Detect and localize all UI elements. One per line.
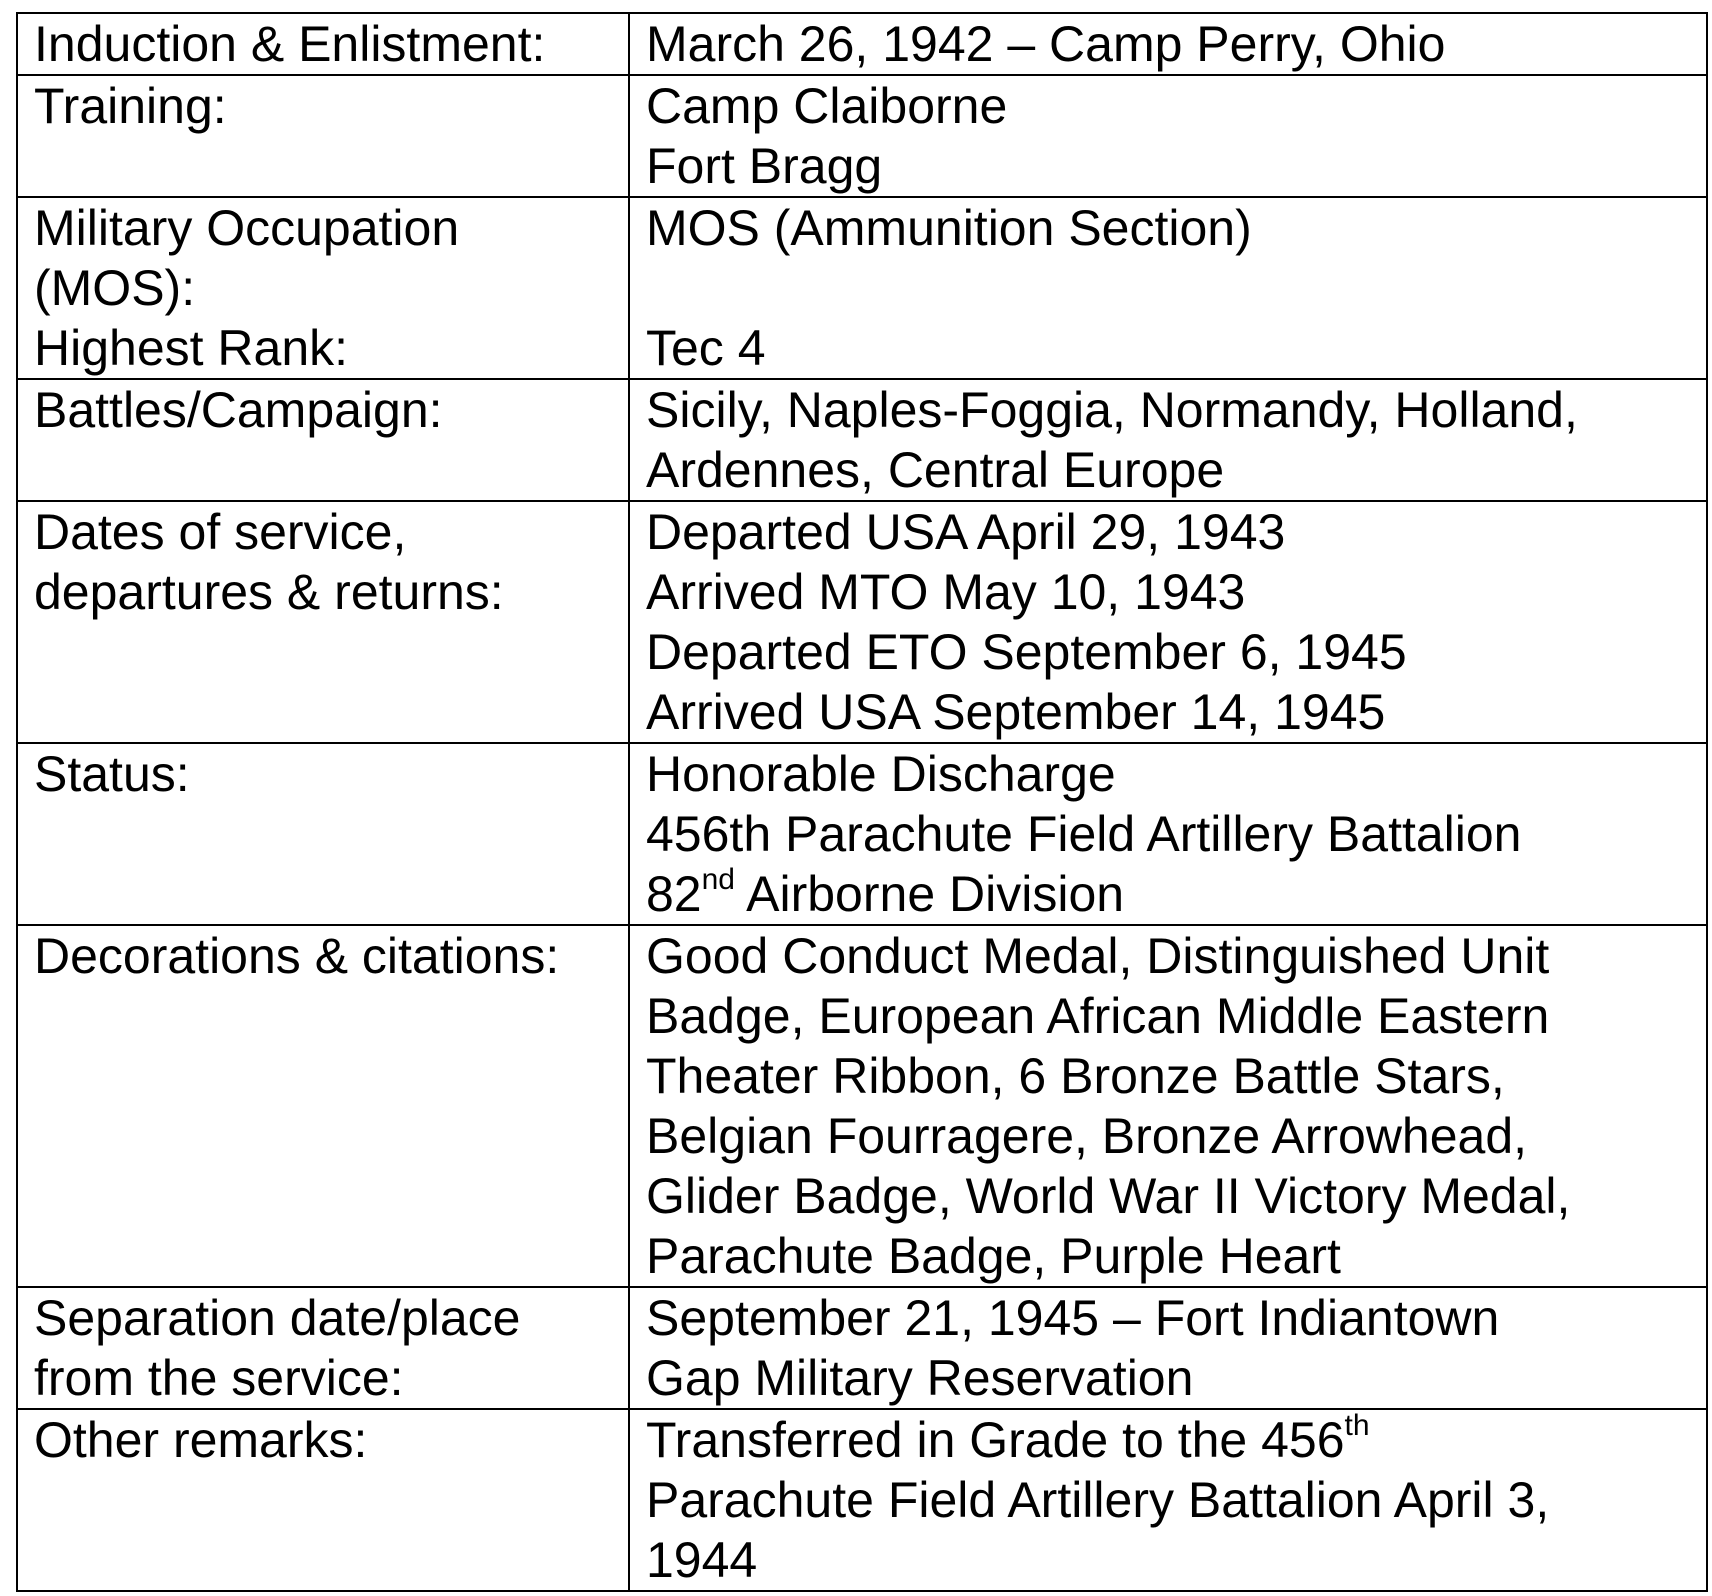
row-value-line: Departed ETO September 6, 1945: [646, 624, 1407, 680]
service-record-document: [16, 12, 1706, 1592]
row-value-line: Honorable Discharge: [646, 746, 1116, 802]
row-label: from the service:: [34, 1350, 404, 1406]
row-value-cell: [629, 379, 1707, 501]
row-value-highest-rank: Tec 4: [646, 320, 766, 376]
row-label-cell: [17, 743, 629, 925]
row-value-line: Fort Bragg: [646, 138, 883, 194]
row-value-cell: [629, 1287, 1707, 1409]
row-value-cell: [629, 13, 1707, 75]
row-label: Battles/Campaign:: [34, 382, 443, 438]
row-label-cell: [17, 925, 629, 1287]
division-number: 82: [646, 866, 702, 922]
row-other-remarks: [17, 1409, 1707, 1591]
row-label-cell: [17, 501, 629, 743]
row-military-occupation: [17, 197, 1707, 379]
row-label-cell: [17, 1287, 629, 1409]
row-induction-enlistment: [17, 13, 1707, 75]
row-label: Induction & Enlistment:: [34, 16, 546, 72]
row-label: (MOS):: [34, 260, 196, 316]
row-value-line: 456th Parachute Field Artillery Battalion: [646, 806, 1522, 862]
row-value-cell: [629, 743, 1707, 925]
row-label-cell: [17, 13, 629, 75]
row-label: Other remarks:: [34, 1412, 368, 1468]
ordinal-suffix: th: [1344, 1409, 1370, 1443]
row-value-line: Good Conduct Medal, Distinguished Unit: [646, 928, 1550, 984]
row-label-cell: [17, 75, 629, 197]
row-value-line: Theater Ribbon, 6 Bronze Battle Stars,: [646, 1048, 1505, 1104]
row-battles-campaign: [17, 379, 1707, 501]
row-value-cell: [629, 197, 1707, 379]
blank-line: [646, 258, 1694, 318]
row-value-line: Sicily, Naples-Foggia, Normandy, Holland,: [646, 382, 1578, 438]
row-value-line: MOS (Ammunition Section): [646, 200, 1252, 256]
row-label: departures & returns:: [34, 564, 504, 620]
service-record-table: [16, 12, 1708, 1592]
row-label: Status:: [34, 746, 190, 802]
row-label-cell: [17, 197, 629, 379]
division-name: Airborne Division: [735, 866, 1125, 922]
row-label: Training:: [34, 78, 227, 134]
row-value-line: 1944: [646, 1532, 758, 1588]
row-training: [17, 75, 1707, 197]
row-value-line: Glider Badge, World War II Victory Medal,: [646, 1168, 1571, 1224]
row-label-highest-rank: Highest Rank:: [34, 320, 349, 376]
row-status: [17, 743, 1707, 925]
row-value-cell: [629, 75, 1707, 197]
row-value-line: Departed USA April 29, 1943: [646, 504, 1286, 560]
row-value-line: Badge, European African Middle Eastern: [646, 988, 1550, 1044]
row-value-line: [646, 864, 1694, 924]
row-label-cell: [17, 1409, 629, 1591]
row-value-line: Camp Claiborne: [646, 78, 1008, 134]
row-value-line: September 21, 1945 – Fort Indiantown: [646, 1290, 1500, 1346]
row-value-cell: [629, 1409, 1707, 1591]
row-value-line: Ardennes, Central Europe: [646, 442, 1225, 498]
row-value-line: Parachute Field Artillery Battalion April 3,: [646, 1472, 1550, 1528]
row-value-line: Gap Military Reservation: [646, 1350, 1194, 1406]
row-separation: [17, 1287, 1707, 1409]
row-value-line: Arrived USA September 14, 1945: [646, 684, 1386, 740]
row-value-line: Arrived MTO May 10, 1943: [646, 564, 1246, 620]
row-label: Decorations & citations:: [34, 928, 560, 984]
row-dates-of-service: [17, 501, 1707, 743]
ordinal-suffix: nd: [701, 863, 735, 897]
row-value-cell: [629, 501, 1707, 743]
row-value-line: [646, 1410, 1694, 1470]
row-value-line: March 26, 1942 – Camp Perry, Ohio: [646, 16, 1446, 72]
row-value-cell: [629, 925, 1707, 1287]
row-label: Military Occupation: [34, 200, 460, 256]
row-value-line: Parachute Badge, Purple Heart: [646, 1228, 1341, 1284]
row-label-cell: [17, 379, 629, 501]
row-decorations-citations: [17, 925, 1707, 1287]
row-label: Dates of service,: [34, 504, 407, 560]
remark-text: Transferred in Grade to the 456: [646, 1412, 1345, 1468]
row-label: Separation date/place: [34, 1290, 521, 1346]
row-value-line: Belgian Fourragere, Bronze Arrowhead,: [646, 1108, 1528, 1164]
